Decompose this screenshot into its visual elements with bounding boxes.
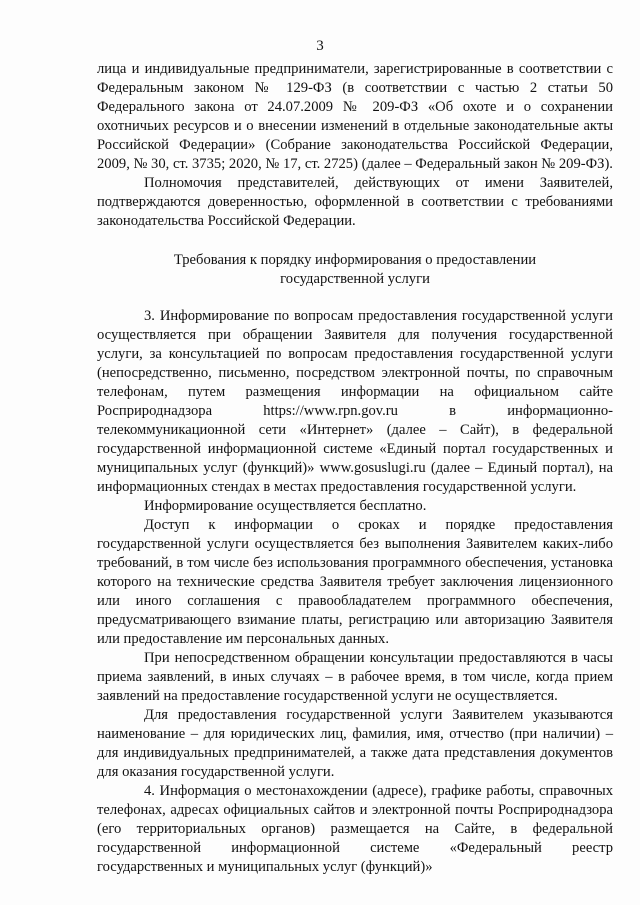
section-heading: Требования к порядку информирования о предоставлении государственной услуги [173, 252, 537, 287]
paragraph-applicant-data: Для предоставления государственной услуги Заявителем указываются наименование – для юридических лиц, фамилия, имя, отчество (при наличии) – для индивидуальных предпринимателей, а также дата представления документов для оказания государственной услуги. [97, 707, 613, 780]
paragraph-consultations: При непосредственном обращении консультации предоставляются в часы приема заявлений, в иных случаях – в рабочее время, в том числе, когда прием заявлений на предоставление государственной услуги не осуществляется. [97, 650, 613, 704]
paragraph-free-info: Информирование осуществляется бесплатно. [144, 498, 427, 514]
paragraph-item-3: 3. Информирование по вопросам предоставления государственной услуги осуществляется при обращении Заявителя для получения государственной услуги, за консультацией по вопросам предоставления государственной услуги (непосредственно, письменно, посредством электронной почты, по справочным телефонам, путем размещения информации на официальном сайте Росприроднадзора https://www.rpn.gov.ru в информационно-телекоммуникационной сети «Интернет» (далее – Сайт), в федеральной государственной информационной системе «Единый портал государственных и муниципальных услуг (функций)» www.gosuslugi.ru (далее – Единый портал), на информационных стендах в местах предоставления государственной услуги. [97, 308, 613, 495]
paragraph-access: Доступ к информации о сроках и порядке предоставления государственной услуги осуществляется без выполнения Заявителем каких-либо требований, в том числе без использования программного обеспечения, установка которого на технические средства Заявителя требует заключения лицензионного или иного соглашения с правообладателем программного обеспечения, предусматривающего взимание платы, регистрацию или авторизацию Заявителя или предоставление им персональных данных. [97, 517, 613, 647]
page-number: 3 [316, 38, 324, 54]
paragraph-item-4: 4. Информация о местонахождении (адресе), графике работы, справочных телефонах, адресах официальных сайтов и электронной почты Росприроднадзора (его территориальных органов) размещается на Сайте, в федеральной государственной информационной системе «Федеральный реестр государственных и муниципальных услуг (функций)» [97, 783, 613, 875]
document-body [97, 60, 613, 877]
paragraph-legal-entities: лица и индивидуальные предприниматели, зарегистрированные в соответствии с Федеральным законом № 129-ФЗ (в соответствии с частью 2 статьи 50 Федерального закона от 24.07.2009 № 209-ФЗ «Об охоте и о сохранении охотничьих ресурсов и о внесении изменений в отдельные законодательные акты Российской Федерации» (Собрание законодательства Российской Федерации, 2009, № 30, ст. 3735; 2020, № 17, ст. 2725) (далее – Федеральный закон № 209-ФЗ). [97, 61, 613, 172]
paragraph-representatives: Полномочия представителей, действующих от имени Заявителей, подтверждаются доверенностью, оформленной в соответствии с требованиями законодательства Российской Федерации. [97, 175, 613, 229]
